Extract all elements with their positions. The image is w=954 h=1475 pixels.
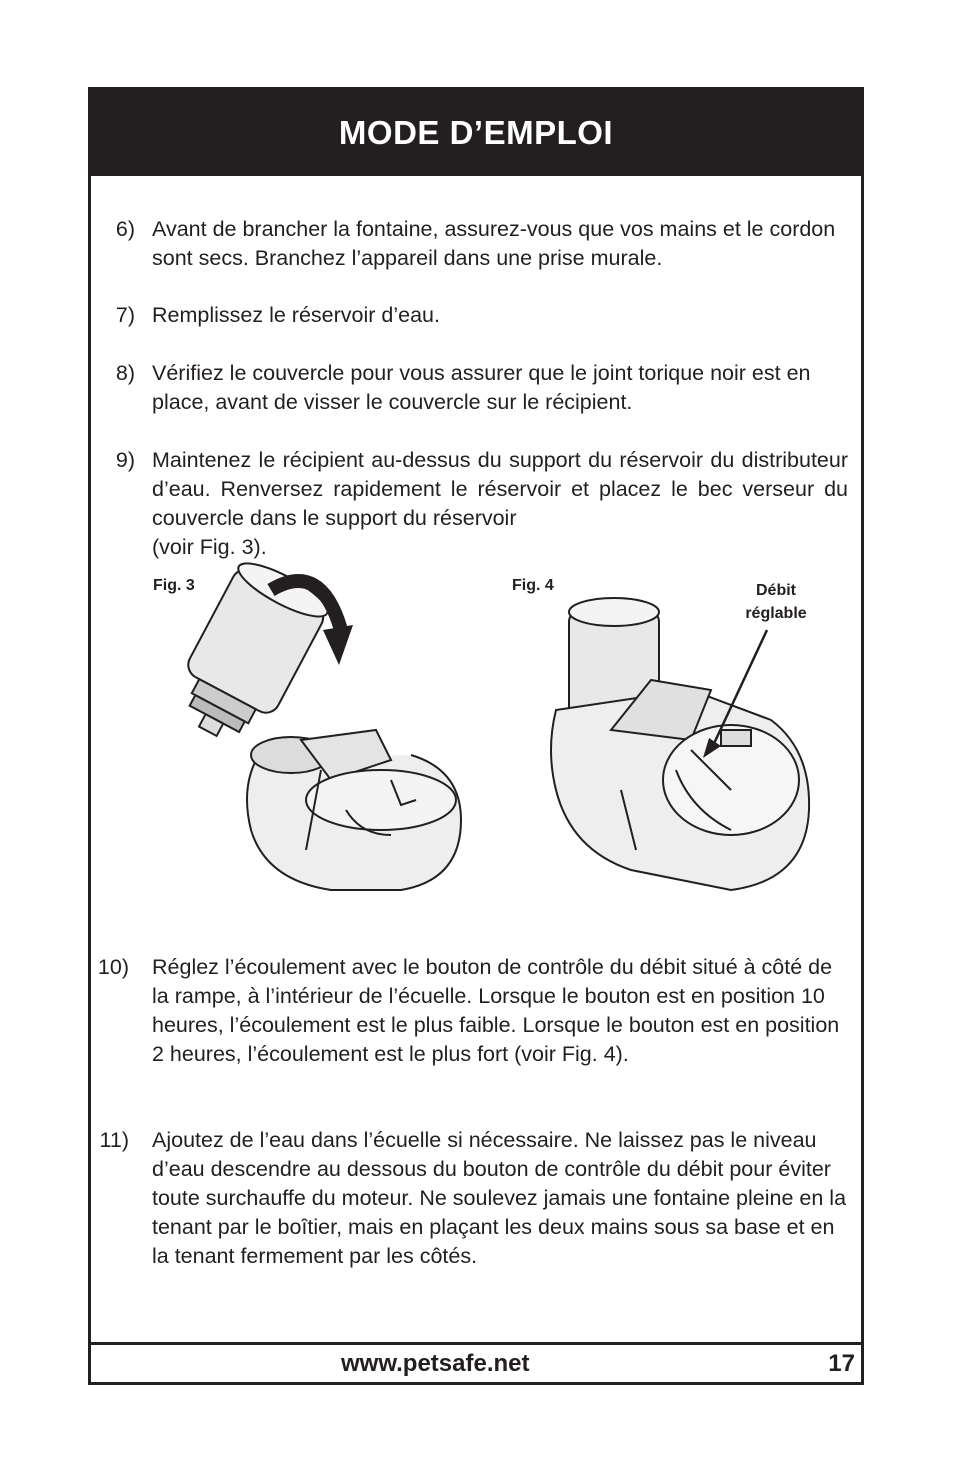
step-number: 9) [115, 448, 135, 472]
page-frame [88, 87, 864, 1385]
step-text-continued: (voir Fig. 3). [152, 535, 267, 559]
step-number: 8) [115, 361, 135, 385]
step-text: Vérifiez le couvercle pour vous assurer que le joint torique noir est en place, avant de visser le couvercle sur le récipient. [152, 361, 811, 414]
step-text: Avant de brancher la fontaine, assurez-vous que vos mains et le cordon sont secs. Branchez l’appareil dans une prise murale. [152, 217, 836, 270]
fig-3-label: Fig. 3 [153, 577, 195, 594]
flow-callout-label: Débit réglable [745, 582, 807, 622]
step-text: Remplissez le réservoir d’eau. [152, 303, 440, 327]
page-title: MODE D’EMPLOI [338, 114, 614, 151]
page-number: 17 [828, 1350, 855, 1377]
step-text: Ajoutez de l’eau dans l’écuelle si nécessaire. Ne laissez pas le niveau d’eau descendre au dessous du bouton de contrôle du débit pour éviter toute surchauffe du moteur. Ne soulevez jamais une fontaine pleine en la tenant par le boîtier, mais en plaçant les deux mains sous sa base et en la tenant fermement par les côtés. [152, 1128, 847, 1268]
step-number: 10) [97, 955, 129, 979]
step-number: 11) [99, 1128, 129, 1152]
step-number: 6) [115, 217, 135, 241]
step-number: 7) [115, 303, 135, 327]
step-text: Maintenez le récipient au-dessus du support du réservoir du distributeur d’eau. Renversez rapidement le réservoir et placez le bec verseur du couvercle dans le support du réservoir [152, 448, 848, 530]
page-footer [91, 1342, 861, 1382]
step-text: Réglez l’écoulement avec le bouton de contrôle du débit situé à côté de la rampe, à l’intérieur de l’écuelle. Lorsque le bouton est en position 10 heures, l’écoulement est le plus faible. Lorsque le bouton est en position 2 heures, l’écoulement est le plus fort (voir Fig. 4). [152, 955, 840, 1066]
website-link[interactable]: www.petsafe.net [341, 1350, 530, 1377]
fig-4-label: Fig. 4 [512, 577, 554, 594]
